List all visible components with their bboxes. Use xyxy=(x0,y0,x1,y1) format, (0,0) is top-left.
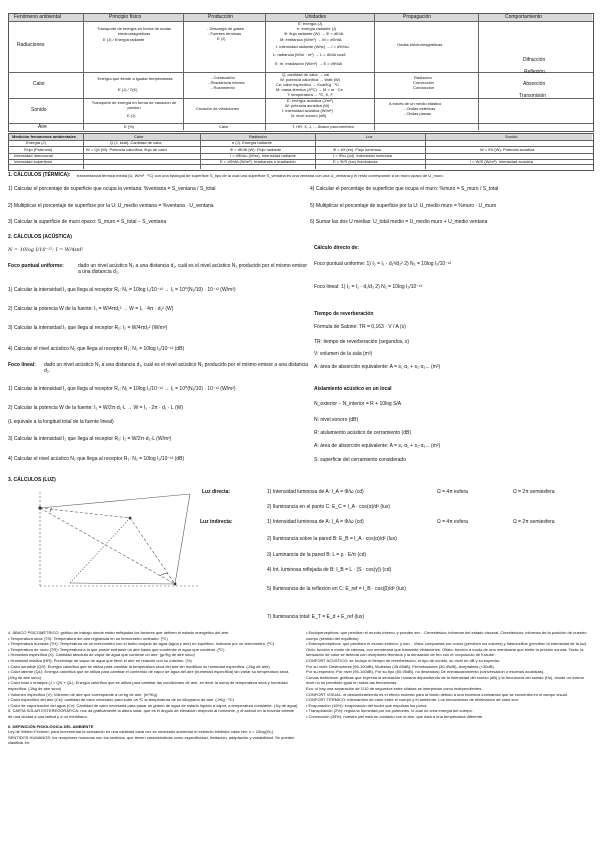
table1-cell: Calor xyxy=(33,81,45,87)
thermal-step: 1) Calcular el porcentaje de superficie que ocupa la ventana: %ventana = S_ventana / S_total xyxy=(8,186,216,192)
paragraph: • Humedad específica (X): Cantidad absoluta de vapor de agua que contiene un aire. (gr/Kg de aire seco) xyxy=(8,652,195,658)
paragraph: • Exteroperceptivos: que perciben el mundo exterior, y son... Vista: compuesta por conos (perciben los colores) y bastoncillos (perciben la intensidad de la luz). Oído: función a modo de cámara, con membrana que transmite vibraciones. Olfato: función a modo de una membrana que emite la presión sonora. Tacto: la sensación de calor se detecta con receptores térmicos y la sensación de frío con el 'corpúsculo de Krause'. xyxy=(306,641,588,658)
acoustic-step: 1) Calcular la intensidad I₁ que llega al receptor R₁: N₁ = 10log I₁/10⁻¹² → I₁ = 10^(N₁/10) · 10⁻¹² (W/m²) xyxy=(8,287,236,293)
paragraph: • Temperatura húmeda (TH): Temperatura de un termómetro con el bulbo mojado de agua (agua y aire) en equilibrio. Indicado por un termómetro. (ºC) xyxy=(8,641,275,647)
omega-hemisphere: Ω = 2π semiesfera xyxy=(513,519,555,525)
table1-cell: Aire xyxy=(38,123,47,130)
table2-cell: W = Q/t (W). Potencia calorífica, flujo de calor xyxy=(86,146,168,152)
table2-header: Medición fenómenos ambientales xyxy=(12,133,77,139)
table1-behaviour: Difracción xyxy=(523,57,546,63)
paragraph: 6. DEFINICIÓN FISIOLÓGICA DEL AMBIENTE xyxy=(8,723,94,729)
table2-cell: E = Φ/S (lux) Iluminancia xyxy=(333,158,378,164)
table1-cell: - Ondas planas xyxy=(404,111,432,116)
table1-cell: - Rozamiento xyxy=(211,85,235,90)
point-source-text: dado un nivel acústico N₁ a una distancia d₁, cuál es el nivel acústico N₂ producido por el mismo emisor a una distancia d₂. xyxy=(78,263,308,275)
table1-cell: E: energía acústica (J/m²) xyxy=(287,98,333,103)
paragraph: CONFORT ACÚSTICO: se incluye el tiempo de reverberación, el tipo de sonido, su nivel en dB y su espectro. xyxy=(306,657,501,663)
table1-cell: Transporte de energía en forma de ondas electromagnéticas xyxy=(97,26,171,36)
direct-calc-title: Cálculo directo de: xyxy=(314,245,360,251)
paragraph: Ley de Weber-Fechner: para incrementar la sensación en una cantidad cada vez es necesario aumentar el estímulo inhibidor cada vez: s = 10log(I/I₀) xyxy=(8,729,274,735)
table1-behaviour: Transmisión xyxy=(519,93,547,99)
omega-hemisphere: Ω = 2π semiesfera xyxy=(513,489,555,495)
section-title-thermal: 1. CÁLCULOS (TÉRMICA): xyxy=(8,172,71,178)
section-title-acoustic: 2. CÁLCULOS (ACÚSTICA) xyxy=(8,234,72,240)
paragraph: • Transpiración (2%): regula la humedad por los pulmones, lo cual no crea energía del cuerpo. xyxy=(306,708,473,714)
table1-header-6: Comportamiento xyxy=(505,13,542,20)
paragraph: SENTIDOS HUMANOS: los receptores humanos son los sentidos, que tienen características como especificidad, limitación, adaptación y variabilidad. Se pueden clasificar en: xyxy=(8,734,295,746)
table1-behaviour: Reflexión xyxy=(524,69,545,75)
table1-cell: E: energía (J) xyxy=(298,21,323,26)
table1-cell: E (J) / T(K) xyxy=(118,87,138,92)
paragraph: • Calor específico del aire (Ce): cantidad de calor necesario para subir un ºC la temperatura de un kilogramo de aire. (J/Kg · ºC) xyxy=(8,697,234,703)
point-source-label: Foco puntual uniforme: xyxy=(8,263,64,269)
table1-cell: N: nivel sonoro (dB) xyxy=(291,113,327,118)
thermal-step: 3) Calcular la superficie de muro opaco: S_muro = S_total − S_ventana xyxy=(8,219,167,225)
table2-cell: e (J). Energía radiante xyxy=(232,140,272,145)
table1-cell: Q: cantidad de calor → cal xyxy=(282,72,330,77)
table2-cell: Energía (J) xyxy=(26,140,46,145)
thermal-step: 4) Calcular el porcentaje de superficie que ocupa el muro: %muro = S_muro / S_total xyxy=(310,186,499,192)
light-step: 5) Iluminancia de la reflexión en C: E_ref = I_B · cos(β)/d² (lux) xyxy=(267,586,406,592)
light-step: 4) Int. luminosa reflejada de B: I_B = L · (S · cos(γ)) (cd) xyxy=(267,567,392,573)
table1-cell: E (J) xyxy=(127,113,136,118)
direct-calc-line: Foco lineal: 1) I₂ = I₁ · d₁/d₂ 2) N₂ = 10log I₂/10⁻¹² xyxy=(314,284,423,290)
table1-cell: Energía que tiende a igualar temperaturas xyxy=(97,76,173,81)
omega-sphere: Ω = 4π esfera xyxy=(437,519,468,525)
line-source-label: Foco lineal: xyxy=(8,362,36,368)
paragraph: • Evaporación (16%): evaporación del sudor que expulsan los poros. xyxy=(306,702,428,708)
light-step: 3) Luminancia de la pared B: L = ρ · E/π (cd) xyxy=(267,552,367,558)
direct-light-label: Luz directa: xyxy=(202,489,231,495)
paragraph: • Calor latente (QL): Energía calorífica que se utiliza para cambiar el contenido de vapor de agua del aire (humedad específica) sin variar su temperatura seca. (J/kg de aire seco) xyxy=(8,669,290,680)
table2-cell: Intensidad direccional xyxy=(14,152,53,158)
table1-cell: M: masa térmica (J/ºC) → M = m · Ce xyxy=(276,87,343,92)
reverb-item: V: volumen de la sala (m³) xyxy=(314,351,373,357)
table1-cell: T: temperatura → ºC, K, F xyxy=(287,92,333,97)
acoustic-step: 2) Calcular la potencia W de la fuente: I₁ = W/4πd₁² → W = I₁ · 4π · d₁² (W) xyxy=(8,306,174,312)
reverb-item: A: área de absorción equivalente: A = s₁·α₁ + s₂·α₂... (m²) xyxy=(314,364,441,370)
table1-cell: e: energía radiante (J) xyxy=(297,26,337,31)
table1-cell: Radiaciones xyxy=(17,42,45,48)
table1-cell: A través de un medio elástico xyxy=(389,101,442,106)
table1-cell: Sonido xyxy=(31,107,47,113)
table1-cell: Ondas electromagnéticas xyxy=(397,42,443,47)
insulation-item: N_exterior − N_interior = R + 10log S/A xyxy=(314,401,402,407)
paragraph: 4. ÁBACO PSICOMÉTRICO: gráfico de trabajo donde están reflejados los factores que definen el estado energético del aire. xyxy=(8,630,230,635)
paragraph: CONFORT TÉRMICO: intercambio de calor entre el cuerpo y el ambiente. Los mecanismos de eliminación de calor son: xyxy=(306,697,519,703)
table2-cell: Flujo (Potencia) xyxy=(24,146,53,152)
table1-cell: E (%) xyxy=(124,124,134,129)
acoustic-step: 4) Calcular el nivel acústico N₂ que llega al receptor R₂: N₂ = 10log I₂/10⁻¹² (dB) xyxy=(8,346,185,352)
reverb-title: Tiempo de reverberación xyxy=(314,311,374,317)
column-right xyxy=(306,630,592,720)
table2-header: Sonido xyxy=(505,133,518,139)
acoustic-step: 2) Calcular la potencia W de la fuente: I₁ = W/2π·d₁·L → W = I₁ · 2π · d₁ · L (W) xyxy=(8,405,183,411)
paragraph: • Calor sensible (QS): Energía calorífica que se utiliza para cambiar la temperatura seca del aire sin modificar su humedad específica. (J/kg de aire) xyxy=(8,663,270,669)
paragraph: • Convección (35%): nuestra piel está en contacto con el aire, que está a una temperatura diferente. xyxy=(306,713,484,719)
paragraph: • Volumen específico (V): Volumen de aire que corresponde a un kg de aire. (m³/Kg) xyxy=(8,691,158,697)
light-step: 1) Intensidad luminosa de A: I_A = Φ/ω (cd) xyxy=(267,519,364,525)
thermal-step: 6) Sumar las dos U medias: U_total medio = U_medio muro + U_medio ventana xyxy=(310,219,488,225)
acoustic-step: (L equivale a la longitud total de la fuente lineal) xyxy=(8,419,114,425)
table1-header-2: Principio físico xyxy=(109,13,142,20)
table2-cell: Φ = e/t (lm). Flujo luminoso xyxy=(333,146,382,152)
light-step: 1) Intensidad luminosa de A: I_A = Φ/ω (cd) xyxy=(267,489,364,495)
table1-cell: - Fuentes térmicas xyxy=(208,31,242,36)
paragraph: • Temperatura de rocío (TR): Temperatura a la que puede enfriarse un aire hasta que condense el agua que contiene. (ºC) xyxy=(8,646,225,652)
paragraph: Eco: si hay una separación de 1/10 de segundos entre sílabas se interpretan como independientes. xyxy=(306,685,483,691)
acoustic-step: 1) Calcular la intensidad I₁ que llega al receptor R₁: N₁ = 10log I₁/10⁻¹² → I₁ = 10^(N₁/10) · 10⁻¹² (W/m²) xyxy=(8,386,236,392)
acoustic-step: 3) Calcular la intensidad I₂ que llega al receptor R₂: I₂ = W/4πd₂² (W/m²) xyxy=(8,325,168,331)
table2-header: Radiación xyxy=(249,133,267,139)
omega-sphere: Ω = 4π esfera xyxy=(437,489,468,495)
line-source-text: dado un nivel acústico N₁ a una distancia d₁, cuál es el nivel acústico N₂ producido por el mismo emisor a una distancia d₂. xyxy=(44,362,309,374)
paragraph: CONFORT VISUAL: el deslumbramiento es el efecto molesto para la visión debido a una excesiva luminancia que se concentra en el campo visual. xyxy=(306,691,568,697)
table2-cell: Q (J, kcal). Cantidad de calor xyxy=(110,140,162,145)
paragraph: • Calor de vaporización del agua (Cv): Cantidad de calor necesaria para pasar un gramo de agua de estado líquido a vapor, a temperatura constante. (J/g de agua) xyxy=(8,702,298,708)
section-title-light: 3. CÁLCULOS (LUZ) xyxy=(8,477,56,483)
table1-header-4: Unidades xyxy=(305,13,327,20)
insulation-title: Aislamiento acústico en un local xyxy=(314,386,392,392)
paragraph: • Humedad relativa (HR): Porcentaje de vapor de agua que tiene el aire en relación con su máximo. (%) xyxy=(8,657,192,663)
light-diagram xyxy=(10,488,206,598)
table1-cell: - Resistencia interna xyxy=(208,80,245,85)
light-step: 2) Iluminancia en el punto C: E_C = I_A · cos(α)/d² (lux) xyxy=(267,504,391,510)
paragraph: Por su nivel: Destructores (65-100dB), Molestos (45-65dB), Perturbadores (30-45dB), Aceptables (<30dB). xyxy=(306,663,495,669)
table2-cell: I = Φ/ω (cd). Intensidad luminosa xyxy=(333,152,392,158)
paragraph: • Temperatura seca (TS): Temperatura del aire registrada en un termómetro ordinario. (ºC) xyxy=(8,635,168,641)
section-intro-thermal: transmitancia térmica media (U, W/m² · ºC) con una tipología de superficie S_tipo de la cual una superficie S_ventana es una ventana con una U_ventana y el resto corresponde a un muro opaco de U_muro. xyxy=(77,173,444,178)
table1-cell: Convección xyxy=(413,80,434,85)
insulation-item: N: nivel sonoro (dB) xyxy=(314,417,359,423)
table1-cell: I: intensidad radiante (W/sr) → I = dΦ/dω xyxy=(276,44,349,49)
acoustic-formula: N = 10log I/10⁻¹²; I = W/4πd² xyxy=(8,247,84,253)
table1-header-5: Propagación xyxy=(403,13,432,20)
insulation-item: R: aislamiento acústico de cerramiento (dB) xyxy=(314,430,411,436)
reverb-item: TR: tiempo de reverberación (segundos, s) xyxy=(314,339,410,345)
table2-header: Calor xyxy=(134,133,144,139)
table1-cell: L: radiancia (W/sr · m²) → L = dI/dA cosθ xyxy=(273,52,346,57)
table1-cell: E (J) / Energía radiante xyxy=(103,37,145,42)
table2-cell: I = W/S (W/m²). Intensidad acústica xyxy=(470,158,534,164)
reverb-item: Fórmula de Sabine: TR = 0,163 · V / A (s) xyxy=(314,324,406,330)
light-step: 7) Iluminancia total: E_T = E_d + E_ref (lux) xyxy=(267,614,365,620)
indirect-light-label: Luz indirecta: xyxy=(200,519,233,525)
table1-cell: W: potencia acústica (W) xyxy=(285,103,330,108)
table1-cell: - Descarga de gases xyxy=(207,26,244,31)
table1-cell: T, HR, X, J, ... Ábaco psicrométrico xyxy=(292,124,355,129)
acoustic-step: 3) Calcular la intensidad I₂ que llega al receptor R₂: I₂ = W/2π·d₂·L (W/m²) xyxy=(8,436,172,442)
paragraph: Curvas isofónicas: gráficas que expresa la sensación humana dependiendo de la intensidad del sonido (dB) y la frecuencia del sonido (Hz), donde un mismo nivel no es percibido igual en todas las frecuencias. xyxy=(306,674,584,686)
table1-cell: I: intensidad acústica (W/m²) xyxy=(282,108,333,113)
table2-cell: Intensidad superficial xyxy=(14,158,52,164)
table1-cell: Radiación xyxy=(414,75,432,80)
table2-cell: Φ = dE/dt (W). Flujo radiante xyxy=(230,146,282,152)
table2-cell: E = dΦ/dA (W/m²). Irradiancia o irradiación xyxy=(220,158,296,164)
thermal-step: 2) Multiplicar el porcentaje de superficie por la U: U_medio ventana = %ventana · U_ventana xyxy=(8,203,214,209)
thermal-step: 5) Multiplicar el porcentaje de superficie por la U: U_medio muro = %muro · U_muro xyxy=(310,203,497,209)
acoustic-step: 4) Calcular el nivel acústico N₂ que llega al receptor R₂: N₂ = 10log I₂/10⁻¹² (dB) xyxy=(8,456,185,462)
direct-calc-point: Foco puntual uniforme: 1) I₂ = I₁ · d₁²/d₂² 2) N₂ = 10log I₂/10⁻¹² xyxy=(314,261,452,267)
paragraph: • Endoperceptivos: que perciben el mundo interno, y pueden ser... Cenestésico: informan del estado visceral. Cinestésicos: informan de la posición de nuestro cuerpo (sentido del equilibrio). xyxy=(306,630,587,641)
table1-cell: E (J) xyxy=(217,36,226,41)
table1-cell: Transporte de energía en forma de variación de presión xyxy=(91,100,177,110)
table1-behaviour: Absorción xyxy=(523,81,546,87)
table1-header-3: Producción xyxy=(208,13,234,20)
table1-cell: Φ: flujo radiante (W) → Φ = dE/dt xyxy=(284,31,344,36)
table2-header: Luz xyxy=(366,133,373,139)
paragraph: Por su espectro: Por nivel (95-100dB), Por su tipo (50-95dB), no deseados) De enmascaramiento (conversación o escenas acústicas). xyxy=(306,669,545,675)
table1-cell: Ce: calor específico → Kcal/Kg · ºC xyxy=(276,82,340,87)
light-step: 2) Iluminancia sobre la pared B: E_B = I_A · cos(α)/d² (lux) xyxy=(267,536,397,542)
table1-cell: Conducción xyxy=(413,85,435,90)
table1-cell: Calor xyxy=(219,124,229,129)
table2-cell: W = E/t (W). Potencia acústica xyxy=(480,146,535,152)
table1-cell: M: emitancia (W/m²) → M = dΦ/dA xyxy=(280,37,342,42)
paragraph: 5. CARTA SOLAR ESTEREOGRÁFICA: nos da gráficamente la altura solar, que es el ángulo de elevación respecto al horizonte, y el acimut en la bóveda celeste de una ciudad a una latitud y a un meridiano. xyxy=(8,708,295,719)
table1-cell: - Combustión xyxy=(211,75,235,80)
paragraph: • Calor total o entalpía (J = QS + QL): Energía calorífica que se utiliza para cambiar las condiciones de aire, es decir la suma de temperatura seca y humedad específica. (J/kg de aire seco) xyxy=(8,680,288,691)
insulation-item: S: superficie del cerramiento considerado xyxy=(314,457,406,463)
column-left xyxy=(8,630,298,746)
table1-cell: E: irr. irradiación (W/m²) → E = dΦ/dA xyxy=(275,61,343,66)
table1-header-1: Fenómeno ambiental xyxy=(14,13,61,20)
table1-cell: Creación de vibraciones xyxy=(196,106,239,111)
insulation-item: A: área de absorción equivalente: A = s₁·α₁ + s₂·α₂... (m²) xyxy=(314,443,441,449)
table1-cell: - Ondas esféricas xyxy=(404,106,436,111)
table2-cell: I = dΦ/dω (W/sr). Intensidad radiante xyxy=(230,152,296,158)
table1-cell: W: potencia calorífica → Watt (W) xyxy=(280,77,341,82)
